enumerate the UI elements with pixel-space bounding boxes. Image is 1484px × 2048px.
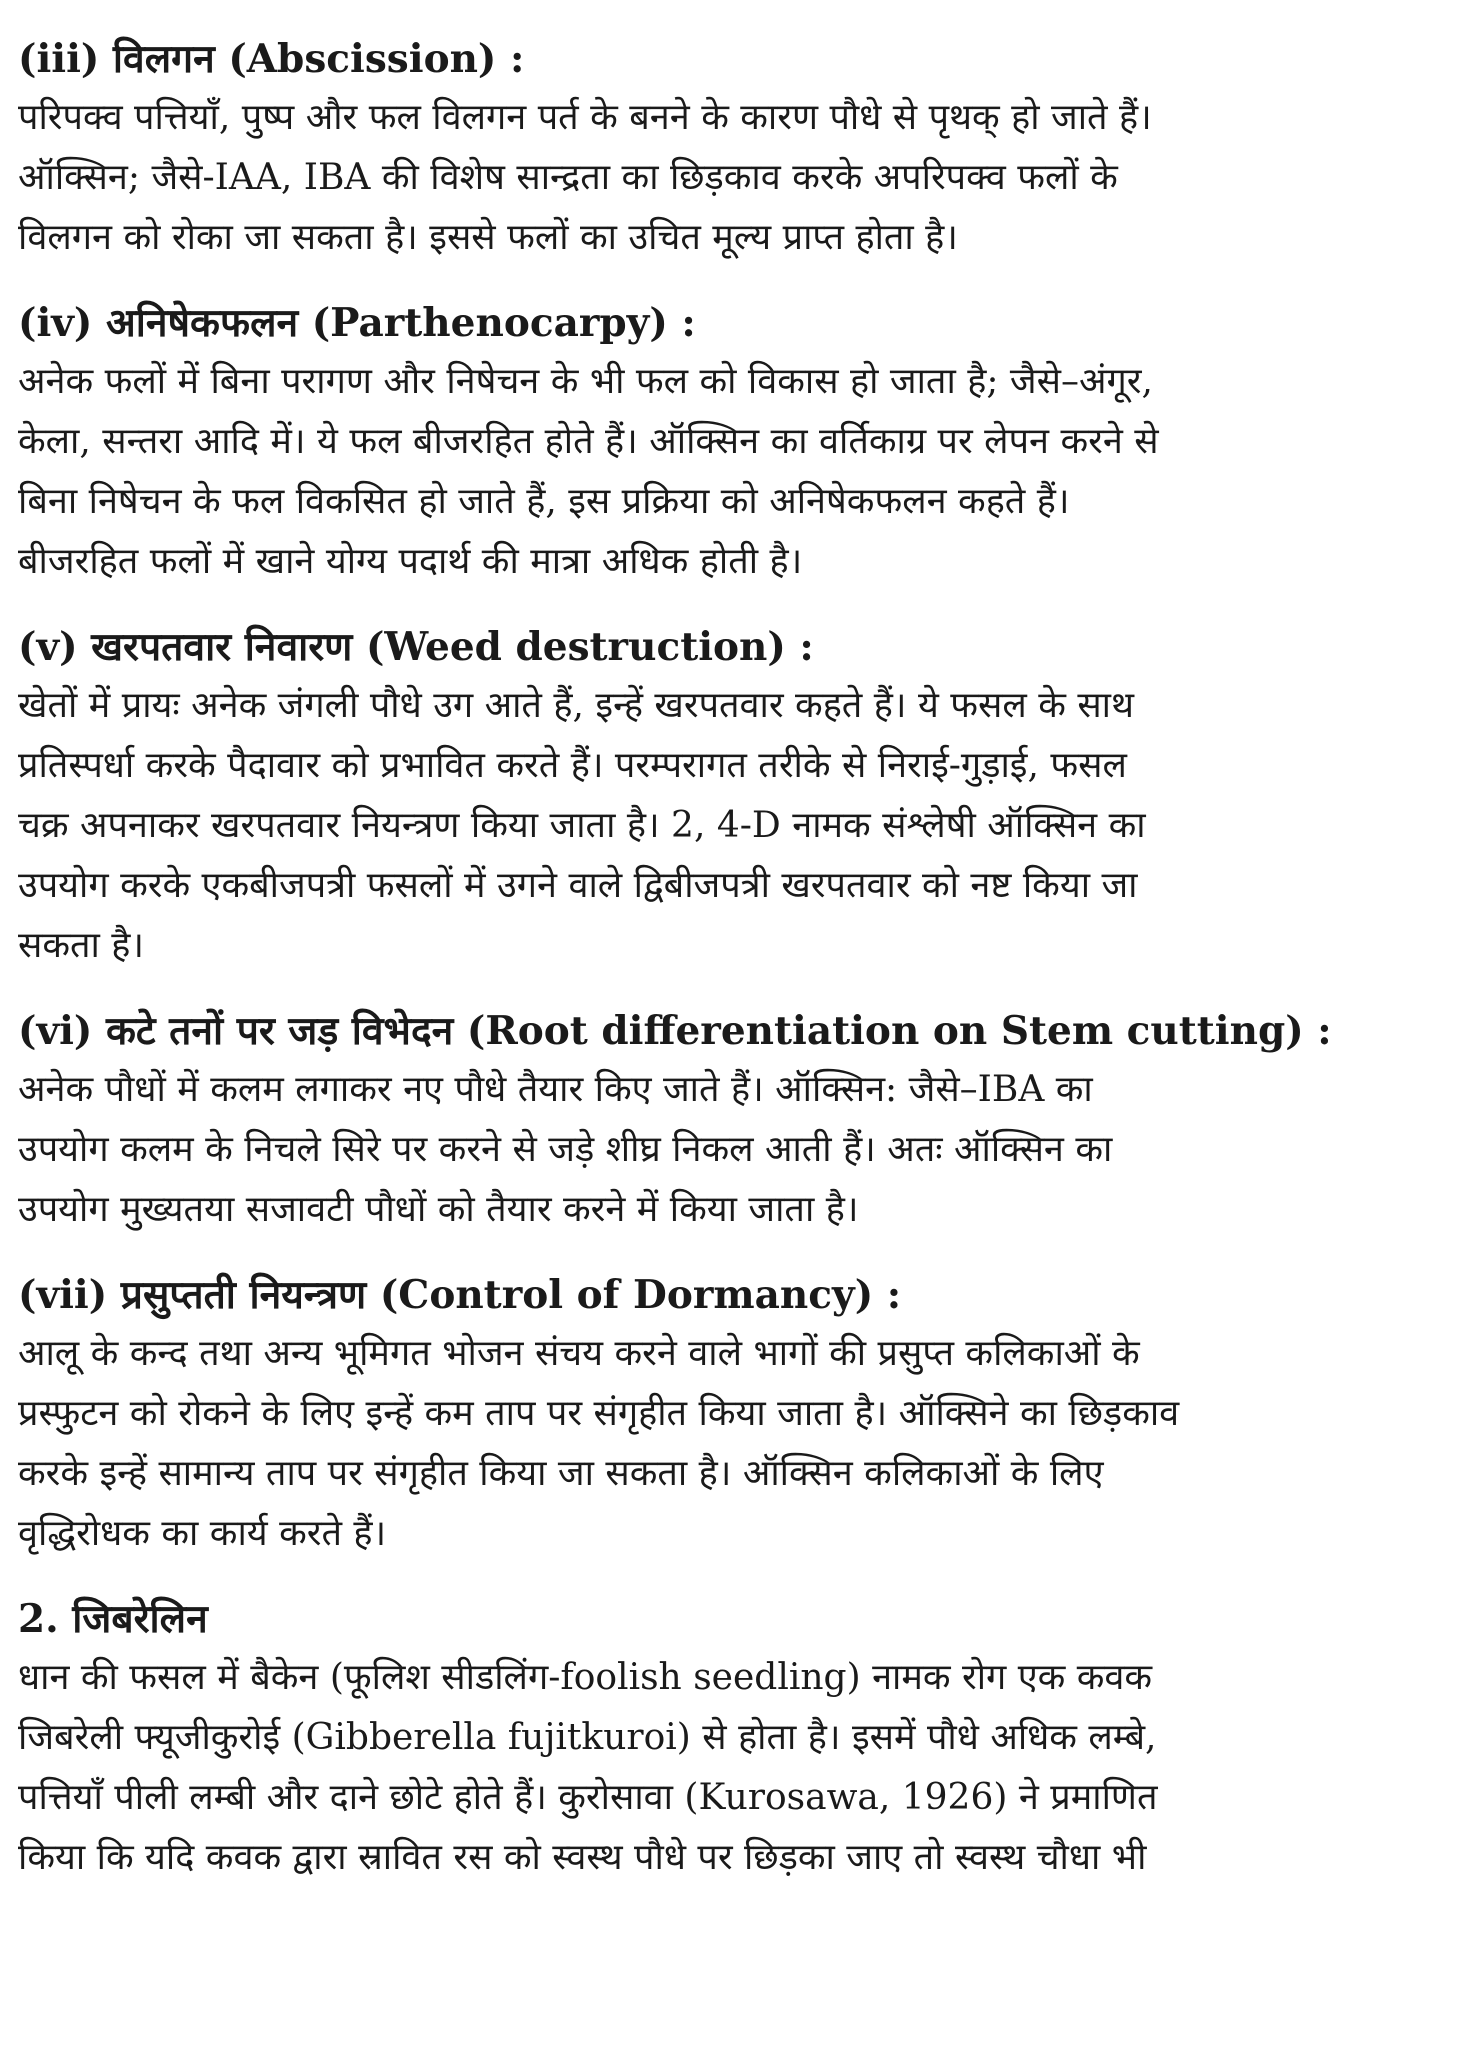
text-line: बिना निषेचन के फल विकसित हो जाते हैं, इस प्रक्रिया को अनिषेकफलन कहते हैं। [18, 481, 1070, 522]
text-line: अनेक फलों में बिना परागण और निषेचन के भी फल को विकास हो जाता है; जैसे–अंगूर, [18, 361, 1153, 402]
section-paragraph [18, 352, 1468, 592]
section-abscission [18, 30, 1468, 268]
text-line: करके इन्हें सामान्य ताप पर संगृहीत किया जा सकता है। ऑक्सिन कलिकाओं के लिए [18, 1453, 1104, 1494]
section-paragraph [18, 1324, 1468, 1564]
text-line: चक्र अपनाकर खरपतवार नियन्त्रण किया जाता है। 2, 4-D नामक संश्लेषी ऑक्सिन का [18, 805, 1146, 846]
section-heading: (vii) प्रसुप्तती नियन्त्रण (Control of Dormancy) : [18, 1272, 902, 1318]
text-line: खेतों में प्रायः अनेक जंगली पौधे उग आते हैं, इन्हें खरपतवार कहते हैं। ये फसल के साथ [18, 685, 1134, 726]
section-control-of-dormancy [18, 1266, 1468, 1564]
text-line: उपयोग करके एकबीजपत्री फसलों में उगने वाले द्विबीजपत्री खरपतवार को नष्ट किया जा [18, 865, 1138, 906]
document-page [18, 30, 1468, 1914]
text-line: पत्तियाँ पीली लम्बी और दाने छोटे होते हैं। कुरोसावा (Kurosawa, 1926) ने प्रमाणित [18, 1777, 1158, 1818]
section-heading: 2. जिबरेलिन [18, 1596, 208, 1642]
text-line: वृद्धिरोधक का कार्य करते हैं। [18, 1513, 387, 1554]
text-line: प्रस्फुटन को रोकने के लिए इन्हें कम ताप पर संगृहीत किया जाता है। ऑक्सिने का छिड़काव [18, 1393, 1180, 1434]
section-heading: (v) खरपतवार निवारण (Weed destruction) : [18, 624, 814, 670]
text-line: बीजरहित फलों में खाने योग्य पदार्थ की मात्रा अधिक होती है। [18, 541, 803, 582]
text-line: उपयोग कलम के निचले सिरे पर करने से जड़े शीघ्र निकल आती हैं। अतः ऑक्सिन का [18, 1129, 1113, 1170]
text-line: विलगन को रोका जा सकता है। इससे फलों का उचित मूल्य प्राप्त होता है। [18, 217, 958, 258]
section-parthenocarpy [18, 294, 1468, 592]
text-line: उपयोग मुख्यतया सजावटी पौधों को तैयार करने में किया जाता है। [18, 1189, 859, 1230]
section-heading: (vi) कटे तनों पर जड़ विभेदन (Root differentiation on Stem cutting) : [18, 1008, 1332, 1054]
text-line: किया कि यदि कवक द्वारा स्रावित रस को स्वस्थ पौधे पर छिड़का जाए तो स्वस्थ चौधा भी [18, 1837, 1147, 1878]
text-line: अनेक पौधों में कलम लगाकर नए पौधे तैयार किए जाते हैं। ऑक्सिन: जैसे–IBA का [18, 1069, 1093, 1110]
text-line: जिबरेली फ्यूजीकुरोई (Gibberella fujitkuroi) से होता है। इसमें पौधे अधिक लम्बे, [18, 1717, 1157, 1758]
text-line: केला, सन्तरा आदि में। ये फल बीजरहित होते हैं। ऑक्सिन का वर्तिकाग्र पर लेपन करने से [18, 421, 1159, 462]
section-root-differentiation [18, 1002, 1468, 1240]
section-heading: (iii) विलगन (Abscission) : [18, 36, 525, 82]
section-heading: (iv) अनिषेकफलन (Parthenocarpy) : [18, 300, 696, 346]
section-weed-destruction [18, 618, 1468, 976]
text-line: धान की फसल में बैकेन (फूलिश सीडलिंग-foolish seedling) नामक रोग एक कवक [18, 1657, 1153, 1698]
section-gibberellin [18, 1590, 1468, 1888]
section-paragraph [18, 88, 1468, 268]
section-paragraph [18, 676, 1468, 976]
text-line: परिपक्व पत्तियाँ, पुष्प और फल विलगन पर्त के बनने के कारण पौधे से पृथक् हो जाते हैं। [18, 97, 1152, 138]
text-line: आलू के कन्द तथा अन्य भूमिगत भोजन संचय करने वाले भागों की प्रसुप्त कलिकाओं के [18, 1333, 1140, 1374]
text-line: सकता है। [18, 925, 145, 966]
text-line: प्रतिस्पर्धा करके पैदावार को प्रभावित करते हैं। परम्परागत तरीके से निराई-गुड़ाई, फसल [18, 745, 1127, 786]
section-paragraph [18, 1060, 1468, 1240]
text-line: ऑक्सिन; जैसे-IAA, IBA की विशेष सान्द्रता का छिड़काव करके अपरिपक्व फलों के [18, 157, 1118, 198]
section-paragraph [18, 1648, 1468, 1888]
